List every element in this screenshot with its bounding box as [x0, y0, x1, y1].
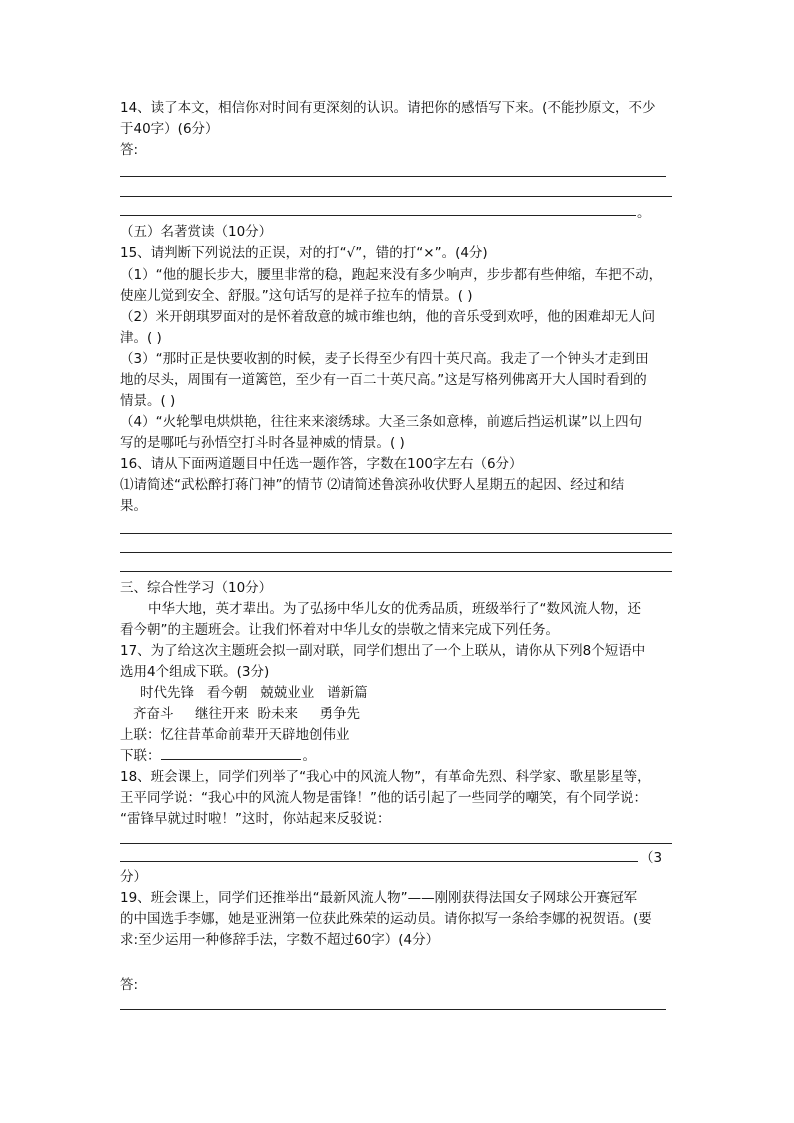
couplet-lower	[120, 746, 316, 766]
q18-line-3: “雷锋早就过时啦！”这时，你站起来反驳说：	[120, 811, 391, 827]
q14-answer-line-3[interactable]	[120, 215, 636, 216]
q18-answer-line-2[interactable]	[120, 861, 638, 862]
q16-line-2: ⑴请简述“武松醉打蒋门神”的情节 ⑵请简述鲁滨孙收伏野人星期五的起因、经过和结	[120, 477, 625, 493]
q15-item-1b: 使座儿觉到安全、舒服。”这句话写的是祥子拉车的情景。( )	[120, 288, 473, 304]
couplet-lower-blank[interactable]	[161, 747, 301, 760]
q14-answer-line-1[interactable]	[120, 176, 666, 177]
q15-intro: 15、请判断下列说法的正误，对的打“√”，错的打“×”。(4分)	[120, 245, 488, 261]
q19-line-1: 19、班会课上，同学们还推举出“最新风流人物”——刚刚获得法国女子网球公开赛冠军	[120, 890, 638, 906]
q15-item-1a: （1）“他的腿长步大，腰里非常的稳，跑起来没有多少响声，步步都有些伸缩，车把不动，	[120, 267, 663, 283]
section3-intro-2: 看今朝”的主题班会。让我们怀着对中华儿女的崇敬之情来完成下列任务。	[120, 622, 559, 638]
q14-answer-label: 答:	[120, 142, 139, 158]
couplet-lower-period: 。	[302, 748, 316, 764]
couplet-upper: 上联：忆往昔革命前辈开天辟地创伟业	[120, 727, 350, 743]
q19-answer-line[interactable]	[120, 1009, 666, 1010]
q16-answer-line-2[interactable]	[120, 552, 672, 553]
q18-score-a: （3	[640, 850, 663, 866]
couplet-lower-label: 下联：	[120, 748, 161, 764]
q14-line-2: 于40字）(6分）	[120, 121, 219, 137]
q15-item-3c: 情景。( )	[120, 393, 176, 409]
q17-line-1: 17、为了给这次主题班会拟一副对联，同学们想出了一个上联从，请你从下列8个短语中	[120, 643, 646, 659]
q16-line-3: 果。	[120, 498, 147, 514]
q17-phrases-row-2: 齐奋斗 继往开来 盼未来 勇争先	[133, 706, 360, 722]
q14-line-1: 14、读了本文，相信你对时间有更深刻的认识。请把你的感悟写下来。(不能抄原文，不少	[120, 100, 656, 116]
section3-intro-1: 中华大地，英才辈出。为了弘扬中华儿女的优秀品质，班级举行了“数风流人物，还	[148, 601, 641, 617]
q17-line-2: 选用4个组成下联。(3分)	[120, 664, 270, 680]
q14-answer-line-2[interactable]	[120, 196, 672, 197]
section3-title: 三、综合性学习（10分）	[120, 580, 273, 596]
q19-line-3: 求:至少运用一种修辞手法，字数不超过60字）(4分）	[120, 932, 440, 948]
q19-line-2: 的中国选手李娜，她是亚洲第一位获此殊荣的运动员。请你拟写一条给李娜的祝贺语。(要	[120, 911, 652, 927]
q18-answer-line-1[interactable]	[120, 843, 672, 844]
q17-phrases-row-1: 时代先锋 看今朝 兢兢业业 谱新篇	[140, 685, 368, 701]
q15-item-3a: （3）“那时正是快要收割的时候，麦子长得至少有四十英尺高。我走了一个钟头才走到田	[120, 351, 649, 367]
q18-line-2: 王平同学说：“我心中的风流人物是雷锋！”他的话引起了一些同学的嘲笑，有个同学说：	[120, 790, 647, 806]
section5-title: （五）名著赏读（10分）	[120, 224, 273, 240]
q16-line-1: 16、请从下面两道题目中任选一题作答，字数在100字左右（6分）	[120, 456, 523, 472]
q15-item-2a: （2）米开朗琪罗面对的是怀着敌意的城市维也纳，他的音乐受到欢呼，他的困难却无人问	[120, 309, 656, 325]
q16-answer-line-3[interactable]	[120, 571, 672, 572]
q15-item-3b: 地的尽头，周围有一道篱笆，至少有一百二十英尺高。”这是写格列佛离开大人国时看到的	[120, 372, 647, 388]
q18-score-b: 分）	[120, 869, 147, 885]
q15-item-4a: （4）“火轮掣电烘烘艳，往往来来滚绣球。大圣三条如意棒，前遮后挡运机谋”以上四句	[120, 414, 643, 430]
q15-item-4b: 写的是哪吒与孙悟空打斗时各显神威的情景。( )	[120, 435, 405, 451]
q18-line-1: 18、班会课上，同学们列举了“我心中的风流人物”，有革命先烈、科学家、歌星影星等，	[120, 769, 651, 785]
q14-period: 。	[637, 205, 651, 221]
q15-item-2b: 津。( )	[120, 330, 162, 346]
q19-answer-label: 答:	[120, 977, 139, 993]
q16-answer-line-1[interactable]	[120, 533, 672, 534]
